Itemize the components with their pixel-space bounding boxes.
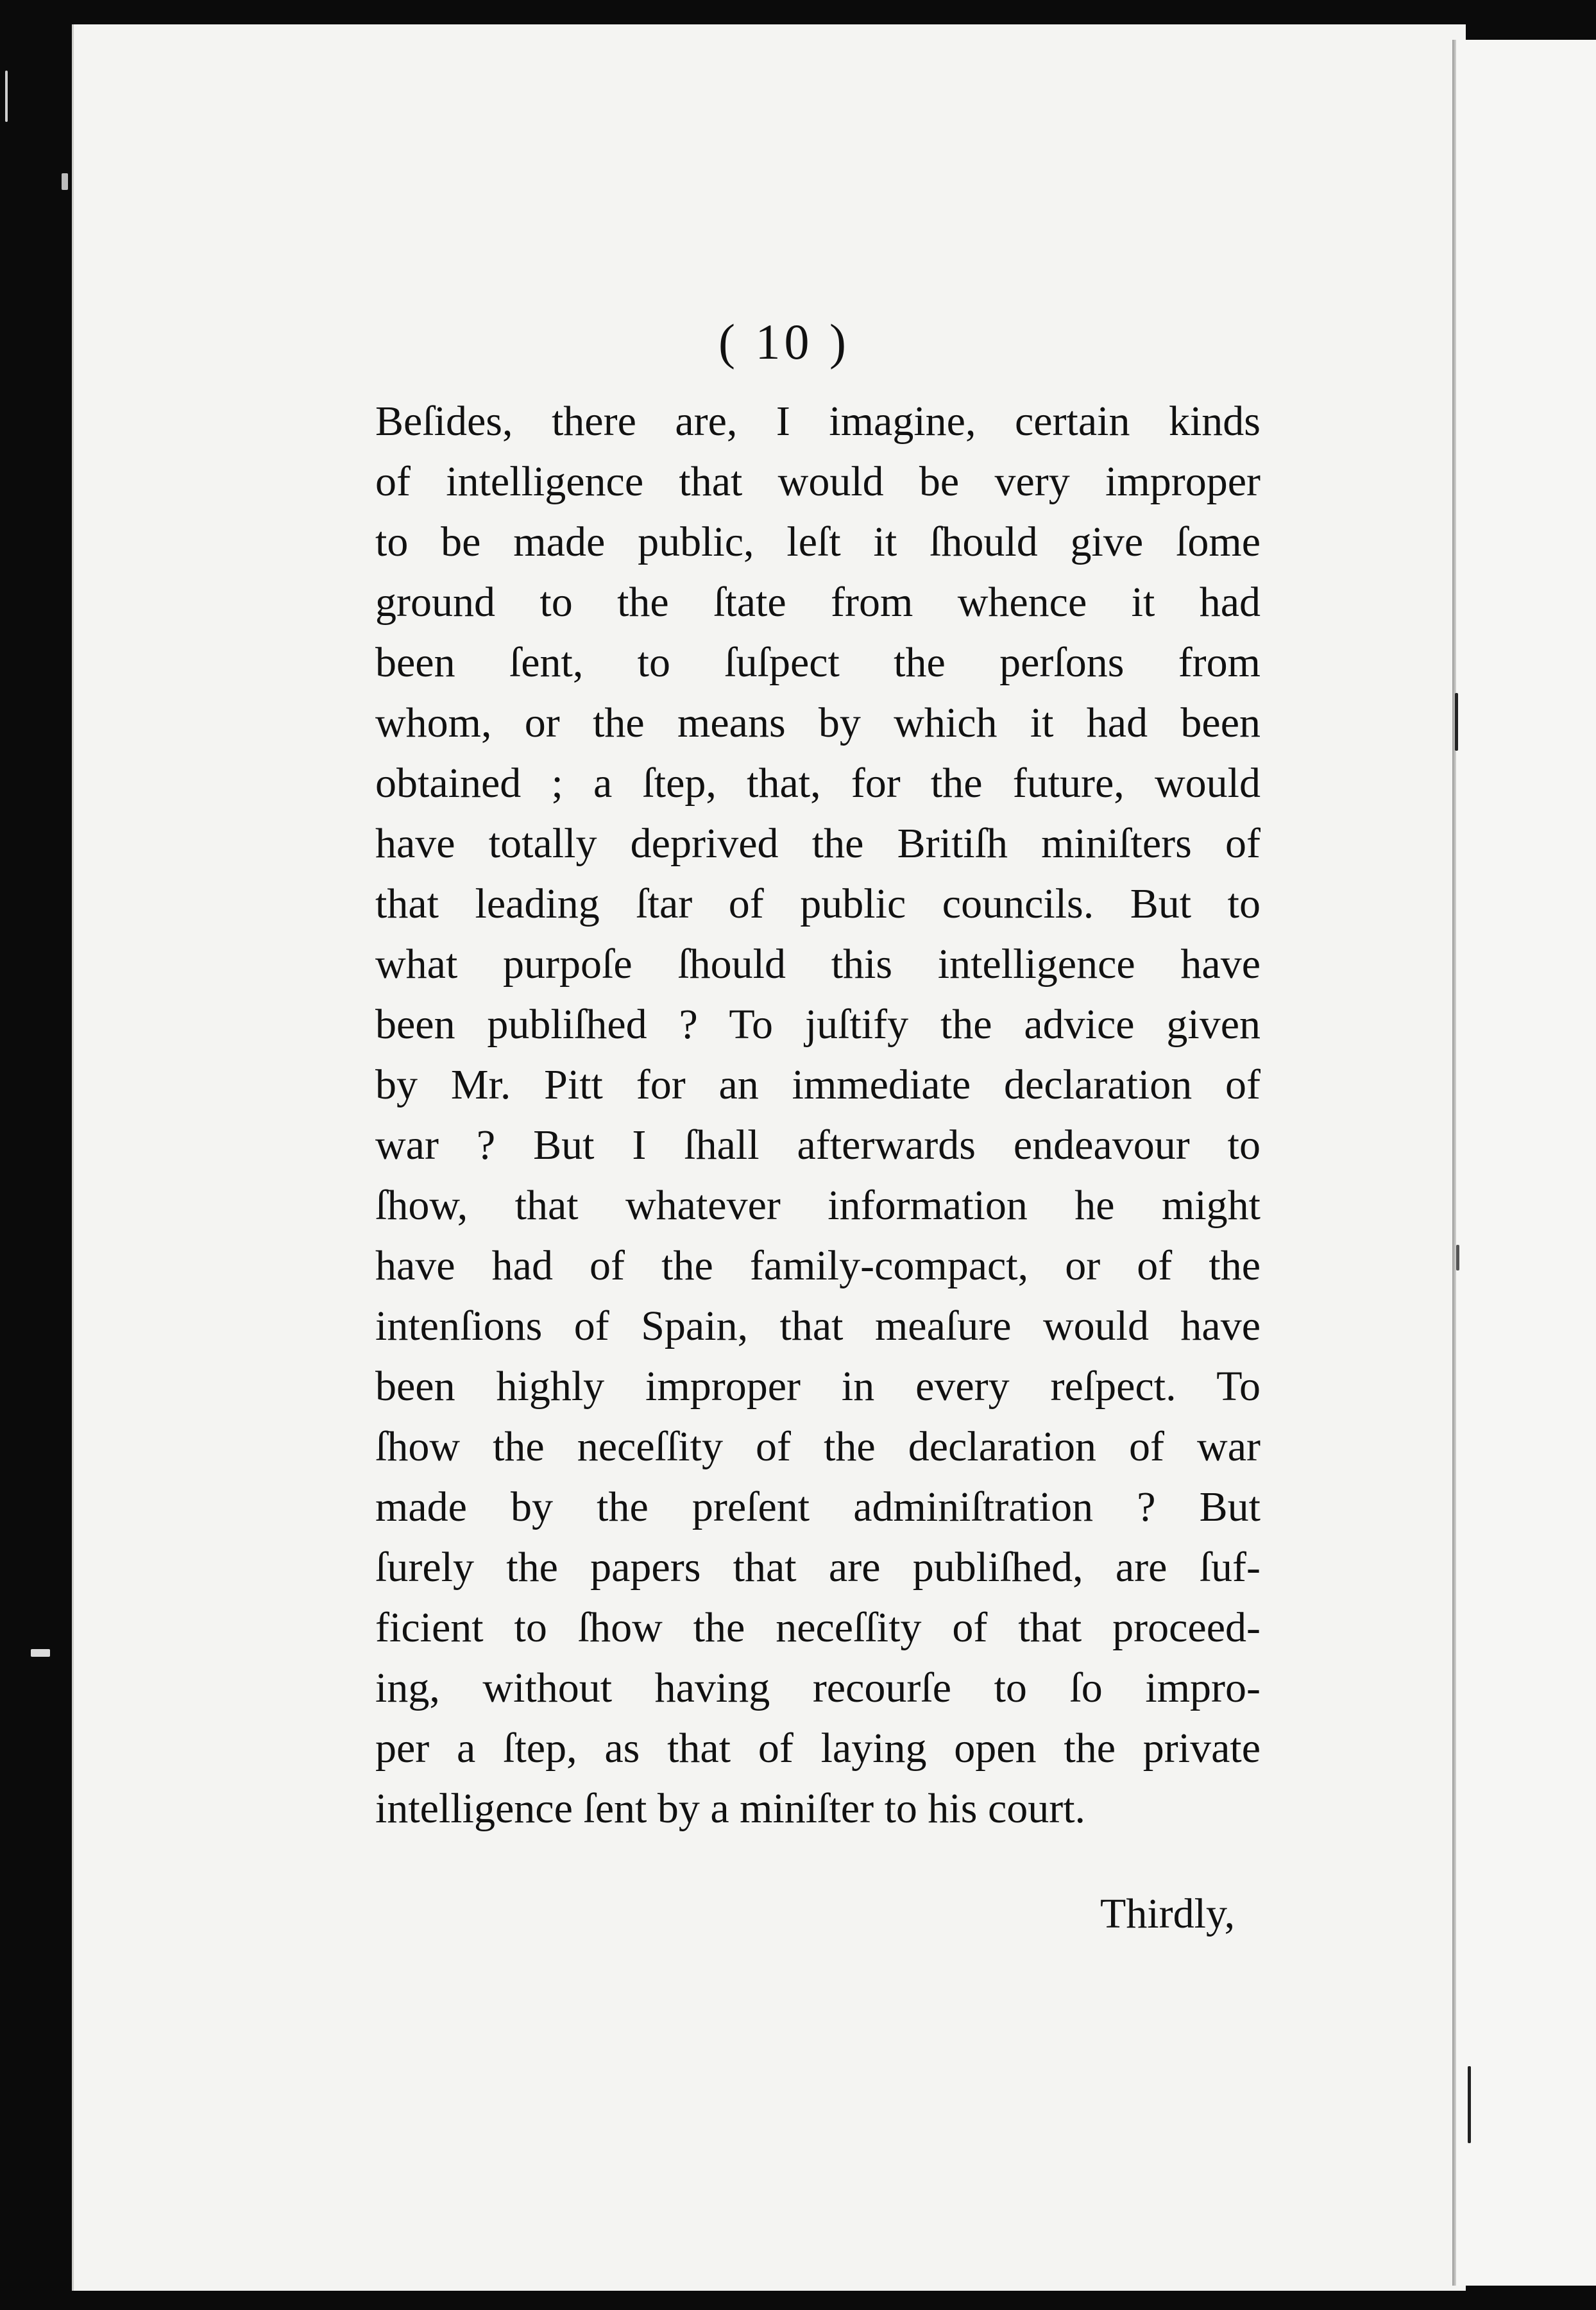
text-line: ground to the ſtate from whence it had	[375, 579, 1261, 626]
text-line: per a ſtep, as that of laying open the private	[375, 1725, 1261, 1772]
text-line: intelligence ſent by a miniſter to his court.	[375, 1785, 1086, 1832]
page-edge-mark-3	[1456, 1245, 1459, 1270]
text-line: by Mr. Pitt for an immediate declaration of	[375, 1061, 1261, 1108]
text-line: have totally deprived the Britiſh miniſters of	[375, 820, 1261, 867]
page-edge-mark-2	[1468, 2066, 1471, 2143]
scan-artifact-left-2	[62, 173, 68, 190]
text-line: have had of the family-compact, or of the	[375, 1242, 1261, 1289]
next-page-edge	[1456, 40, 1596, 2286]
text-line: made by the preſent adminiſtration ? But	[375, 1484, 1261, 1530]
body-text	[375, 391, 1261, 1839]
text-line: been ſent, to ſuſpect the perſons from	[375, 639, 1261, 686]
scan-artifact-left-3	[31, 1649, 50, 1657]
text-line: ſurely the papers that are publiſhed, are ſuf-	[375, 1544, 1261, 1591]
text-line: war ? But I ſhall afterwards endeavour to	[375, 1122, 1261, 1168]
text-line: ficient to ſhow the neceſſity of that proceed-	[375, 1604, 1261, 1651]
text-line: whom, or the means by which it had been	[375, 699, 1261, 746]
text-line: of intelligence that would be very improper	[375, 458, 1261, 505]
text-line: ing, without having recourſe to ſo impro-	[375, 1664, 1261, 1711]
text-line: obtained ; a ſtep, that, for the future, would	[375, 760, 1261, 807]
text-line: been publiſhed ? To juſtify the advice given	[375, 1001, 1261, 1048]
text-line: that leading ſtar of public councils. But to	[375, 880, 1261, 927]
text-line: Beſides, there are, I imagine, certain kinds	[375, 398, 1261, 445]
text-line: ſhow, that whatever information he might	[375, 1182, 1261, 1229]
text-line: to be made public, leſt it ſhould give ſome	[375, 518, 1261, 565]
page-number: ( 10 )	[718, 314, 850, 370]
page-edge-mark-1	[1455, 693, 1458, 751]
text-line: what purpoſe ſhould this intelligence have	[375, 941, 1261, 988]
text-line: been highly improper in every reſpect. To	[375, 1363, 1261, 1410]
text-line: ſhow the neceſſity of the declaration of war	[375, 1423, 1261, 1470]
text-line: intenſions of Spain, that meaſure would have	[375, 1303, 1261, 1349]
scan-artifact-left-1	[5, 71, 8, 122]
catchword: Thirdly,	[1100, 1890, 1235, 1937]
